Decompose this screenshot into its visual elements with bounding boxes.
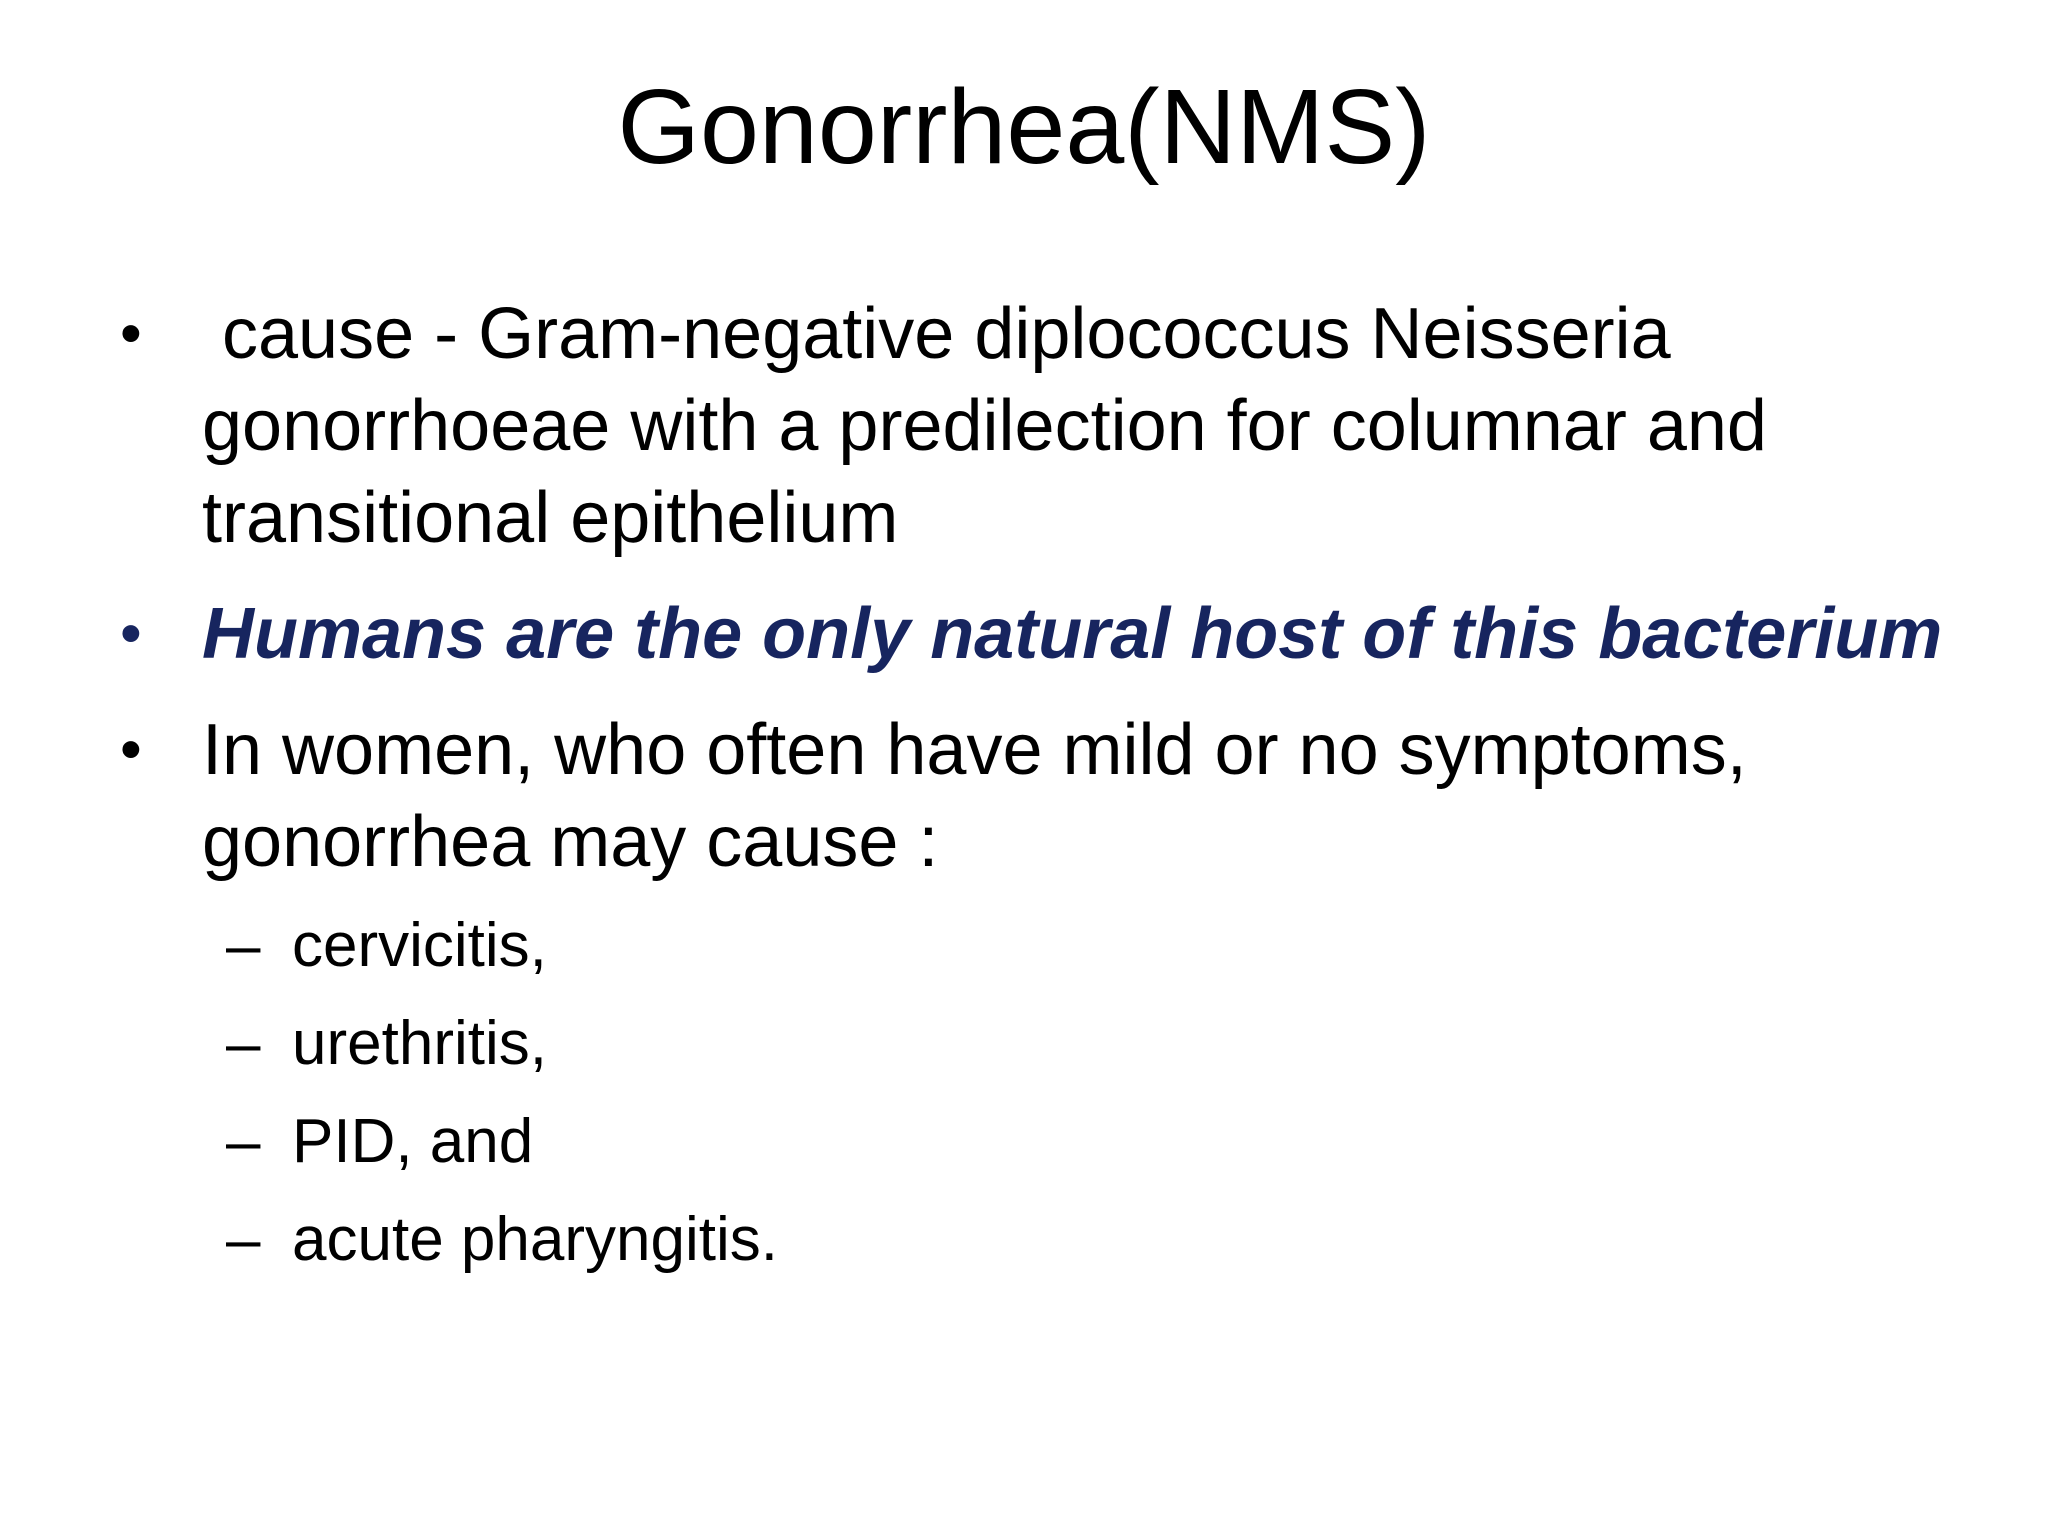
bullet-text: cause - Gram-negative diplococcus Neisseria gonorrhoeae with a predilection for columnar and transitional epithelium: [202, 294, 1787, 558]
bullet-marker: •: [120, 715, 142, 784]
sub-marker: –: [226, 1107, 261, 1176]
bullet-women-symptoms: [120, 704, 1980, 888]
sub-item-text: PID, and: [292, 1107, 534, 1176]
sub-item-cervicitis: [120, 906, 1980, 986]
sub-item-pid: [120, 1102, 1980, 1182]
slide-title: Gonorrhea(NMS): [617, 68, 1431, 186]
bullet-text: Humans are the only natural host of this bacterium: [202, 594, 1943, 674]
bullet-marker: •: [120, 299, 142, 368]
sub-list: [120, 906, 1980, 1280]
sub-item-urethritis: [120, 1004, 1980, 1084]
sub-item-text: urethritis,: [292, 1009, 547, 1078]
sub-item-text: acute pharyngitis.: [292, 1205, 778, 1274]
bullet-text: In women, who often have mild or no symptoms, gonorrhea may cause :: [202, 710, 1747, 882]
sub-item-text: cervicitis,: [292, 911, 547, 980]
sub-item-pharyngitis: [120, 1200, 1980, 1280]
sub-marker: –: [226, 1205, 261, 1274]
bullet-humans-host: [120, 588, 1980, 680]
sub-marker: –: [226, 1009, 261, 1078]
sub-marker: –: [226, 911, 261, 980]
bullet-marker: •: [120, 599, 142, 668]
slide-body: [120, 288, 1980, 1298]
bullet-cause: [120, 288, 1980, 564]
